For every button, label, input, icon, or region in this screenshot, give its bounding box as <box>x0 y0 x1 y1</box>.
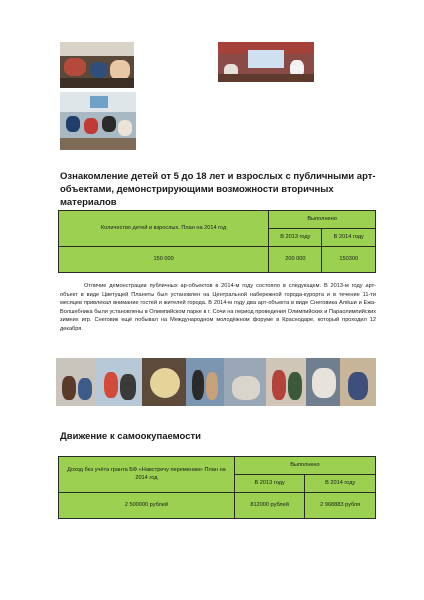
income-value-2014-cell: 2 968883 рубля <box>305 493 376 519</box>
income-year-2014-header: В 2014 году <box>305 475 376 493</box>
strip-photo-4 <box>186 358 226 406</box>
income-plan-column-header: Доход без учёта гранта БФ «Навстречу переменам» План на 2014 год <box>59 457 235 493</box>
income-plan-value-cell: 2 500000 рублей <box>59 493 235 519</box>
strip-photo-6 <box>266 358 308 406</box>
section-heading-art-objects: Ознакомление детей от 5 до 18 лет и взрослых с публичными арт-объектами, демонстрирующими возможности вторичных материалов <box>60 171 376 208</box>
value-2013-cell: 200 000 <box>269 247 322 273</box>
strip-photo-1 <box>56 358 98 406</box>
photo-classroom-2 <box>60 92 136 150</box>
strip-photo-5 <box>224 358 268 406</box>
year-2014-header: В 2014 году <box>322 229 376 247</box>
attendance-table <box>58 210 376 273</box>
plan-value-cell: 150 000 <box>59 247 269 273</box>
photo-strip <box>56 358 376 406</box>
strip-photo-2 <box>96 358 144 406</box>
income-table <box>58 456 376 519</box>
strip-photo-7 <box>306 358 342 406</box>
section-heading-self-sufficiency: Движение к самоокупаемости <box>60 431 202 442</box>
photo-auditorium <box>218 42 314 82</box>
strip-photo-3 <box>142 358 188 406</box>
income-year-2013-header: В 2013 году <box>234 475 305 493</box>
income-done-header: Выполнено <box>234 457 375 475</box>
done-header: Выполнено <box>269 211 376 229</box>
income-value-2013-cell: 812000 рублей <box>234 493 305 519</box>
plan-column-header: Количество детей и взрослых. План на 2014 год <box>59 211 269 247</box>
value-2014-cell: 150300 <box>322 247 376 273</box>
art-objects-paragraph: Отличие демонстрации публичных ар-объектов в 2014-м году состояло в следующем. В 2013-м году арт-объект в виде Цветущей Планеты был установлен на Центральной набережной города-курорта и в течение 11-ти месяцев привлекал внимание гостей и жителей города. В 2014-м году два арт-объекта в виде Снеговика Алёши и Ежа-Волшебника были установлены в Олимпийском парке в г. Сочи на период проведения Олимпийских и Параолимпийских зимних игр. Снеговик ещё побывал на Международном молодёжном форуме в Краснодаре, который проходил 12 декабря. <box>60 283 376 332</box>
year-2013-header: В 2013 году <box>269 229 322 247</box>
strip-photo-8 <box>340 358 376 406</box>
photo-classroom-1 <box>60 42 134 88</box>
